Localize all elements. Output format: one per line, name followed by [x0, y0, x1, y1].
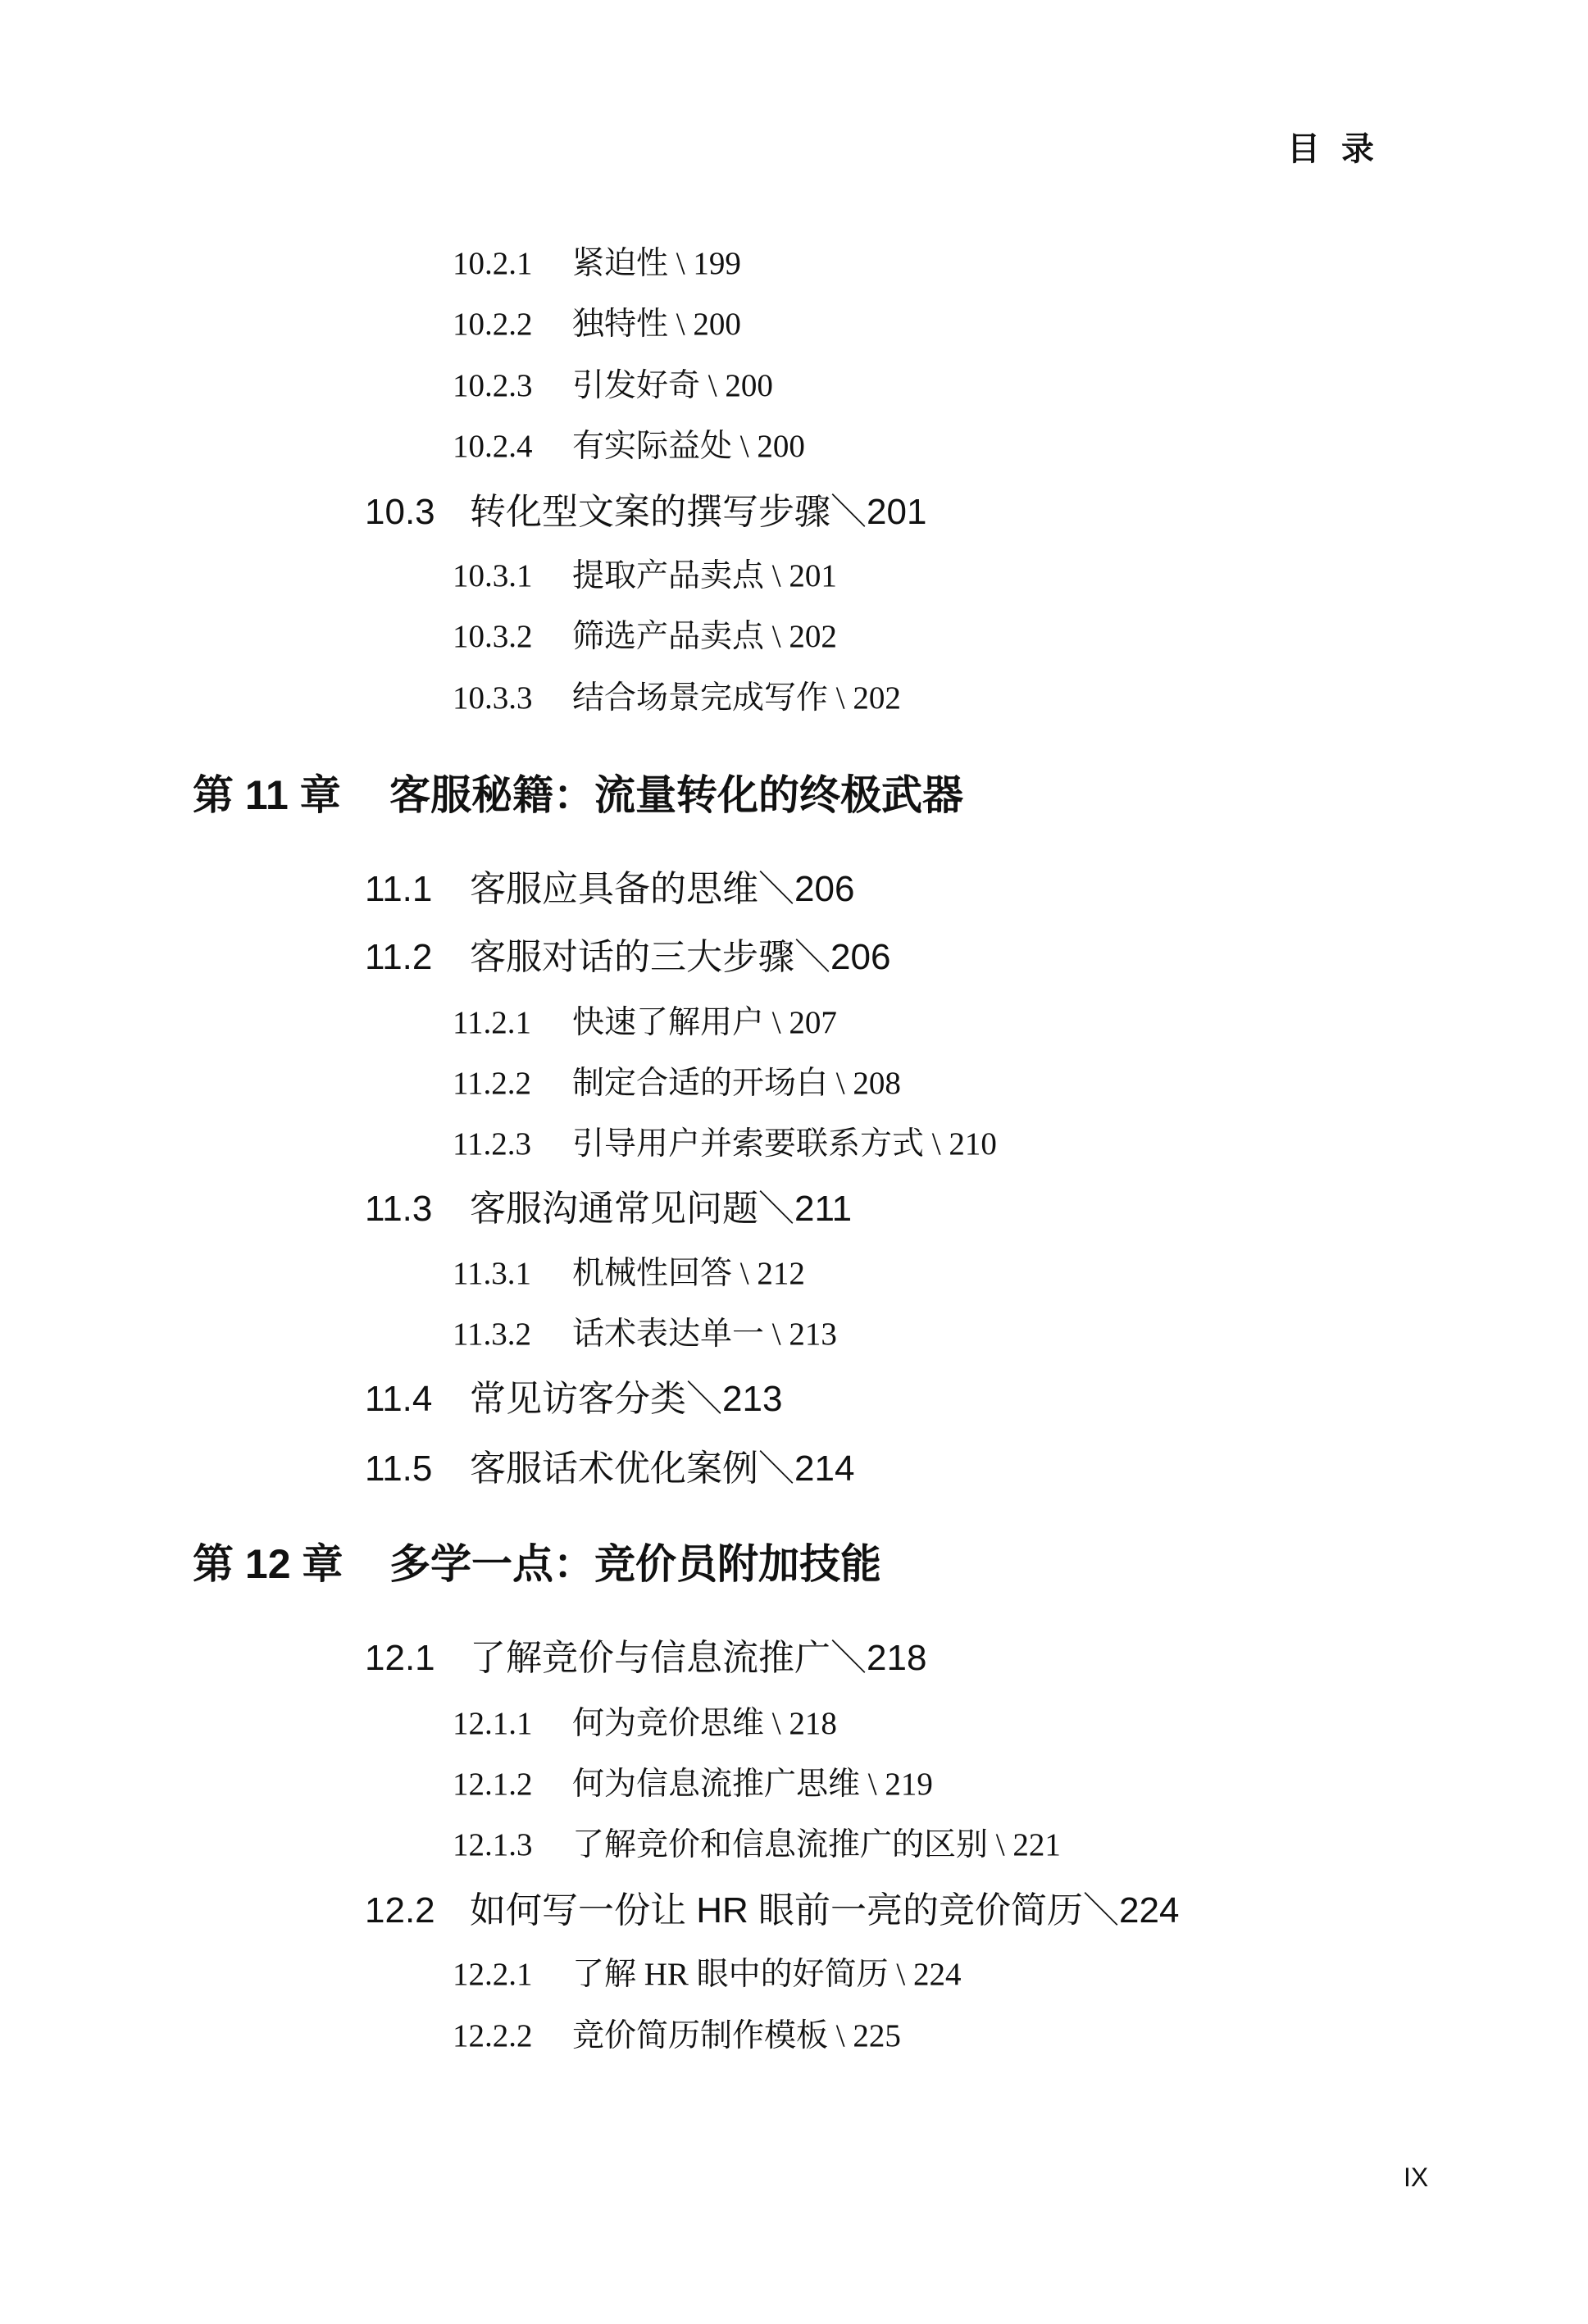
section-number: 12.1.1 — [453, 1706, 533, 1741]
section-title: 何为信息流推广思维 \ 219 — [572, 1767, 933, 1802]
section-title: 快速了解用户 \ 207 — [572, 1005, 837, 1040]
section-number: 10.2.4 — [453, 429, 533, 464]
section-title: 话术表达单一 \ 213 — [572, 1317, 837, 1352]
section-number: 11.2.3 — [453, 1126, 532, 1162]
toc-entry-10-2-4 — [453, 421, 805, 466]
section-title: 如何写一份让 HR 眼前一亮的竞价简历＼224 — [470, 1890, 1180, 1931]
chapter-title: 多学一点：竞价员附加技能 — [389, 1541, 881, 1587]
section-number: 11.3.2 — [453, 1317, 532, 1352]
section-title: 引导用户并索要联系方式 \ 210 — [572, 1126, 997, 1162]
section-title: 客服对话的三大步骤＼206 — [470, 937, 891, 977]
section-number: 11.2.1 — [453, 1005, 532, 1040]
section-title: 引发好奇 \ 200 — [572, 368, 773, 403]
toc-entry-12-2-2 — [453, 2010, 901, 2056]
toc-entry-10-3-2 — [453, 611, 837, 657]
toc-entry-11-3 — [365, 1179, 852, 1231]
section-number: 11.3.1 — [453, 1256, 532, 1291]
section-number: 11.3 — [365, 1189, 433, 1229]
toc-entry-11-2-3 — [453, 1118, 997, 1164]
section-title: 提取产品卖点 \ 201 — [572, 558, 837, 594]
section-title: 了解竞价与信息流推广＼218 — [470, 1638, 927, 1678]
toc-entry-11-1 — [365, 859, 854, 912]
toc-entry-12-1-1 — [453, 1698, 837, 1744]
section-title: 客服沟通常见问题＼211 — [470, 1189, 853, 1229]
section-number: 11.5 — [365, 1449, 433, 1489]
section-title: 竞价简历制作模板 \ 225 — [572, 2018, 901, 2053]
page-number: IX — [1404, 2163, 1429, 2192]
section-number: 11.2.2 — [453, 1066, 532, 1101]
toc-entry-10-3-1 — [453, 550, 837, 596]
section-title: 常见访客分类＼213 — [470, 1379, 783, 1419]
section-number: 11.1 — [365, 869, 433, 909]
toc-chapter-11 — [193, 762, 963, 821]
toc-entry-11-3-1 — [453, 1248, 805, 1294]
chapter-title: 客服秘籍：流量转化的终极武器 — [389, 772, 963, 818]
section-title: 筛选产品卖点 \ 202 — [572, 619, 837, 654]
toc-entry-11-3-2 — [453, 1308, 837, 1354]
toc-entry-11-2 — [365, 927, 890, 980]
toc-entry-12-1 — [365, 1628, 926, 1680]
section-number: 11.2 — [365, 937, 433, 977]
section-title: 转化型文案的撰写步骤＼201 — [470, 492, 927, 532]
section-title: 结合场景完成写作 \ 202 — [572, 680, 901, 716]
toc-entry-10-2-1 — [453, 238, 741, 284]
section-number: 10.3.1 — [453, 558, 533, 594]
toc-entry-11-2-1 — [453, 997, 837, 1043]
toc-entry-10-2-3 — [453, 360, 773, 406]
toc-entry-12-1-3 — [453, 1819, 1061, 1865]
section-number: 12.1.2 — [453, 1767, 533, 1802]
section-title: 了解竞价和信息流推广的区别 \ 221 — [572, 1827, 1061, 1862]
toc-entry-10-3 — [365, 482, 926, 534]
section-title: 何为竞价思维 \ 218 — [572, 1706, 837, 1741]
section-number: 12.1 — [365, 1638, 435, 1678]
section-title: 有实际益处 \ 200 — [572, 429, 805, 464]
section-title: 客服话术优化案例＼214 — [470, 1449, 855, 1489]
toc-entry-10-3-3 — [453, 672, 901, 718]
section-number: 10.2.3 — [453, 368, 533, 403]
section-title: 客服应具备的思维＼206 — [470, 869, 855, 909]
section-number: 12.2.2 — [453, 2018, 533, 2053]
toc-chapter-12 — [193, 1531, 881, 1590]
toc-entry-12-2 — [365, 1881, 1179, 1933]
toc-entry-11-5 — [365, 1439, 854, 1491]
section-title: 机械性回答 \ 212 — [572, 1256, 805, 1291]
section-number: 10.3 — [365, 492, 435, 532]
section-number: 10.3.2 — [453, 619, 533, 654]
section-number: 12.1.3 — [453, 1827, 533, 1862]
section-number: 11.4 — [365, 1379, 433, 1419]
toc-entry-11-2-2 — [453, 1057, 901, 1103]
section-title: 紧迫性 \ 199 — [572, 246, 741, 281]
section-title: 独特性 \ 200 — [572, 307, 741, 342]
section-title: 了解 HR 眼中的好简历 \ 224 — [572, 1957, 962, 1992]
section-number: 12.2.1 — [453, 1957, 533, 1992]
section-number: 12.2 — [365, 1890, 435, 1931]
section-number: 10.2.2 — [453, 307, 533, 342]
chapter-number: 第 11 章 — [193, 772, 341, 818]
toc-entry-11-4 — [365, 1369, 782, 1421]
toc-entry-12-1-2 — [453, 1758, 933, 1804]
section-title: 制定合适的开场白 \ 208 — [572, 1066, 901, 1101]
chapter-number: 第 12 章 — [193, 1541, 344, 1587]
running-header: 目录 — [1287, 131, 1395, 167]
toc-entry-12-2-1 — [453, 1949, 962, 1994]
toc-entry-10-2-2 — [453, 298, 741, 344]
section-number: 10.3.3 — [453, 680, 533, 716]
section-number: 10.2.1 — [453, 246, 533, 281]
